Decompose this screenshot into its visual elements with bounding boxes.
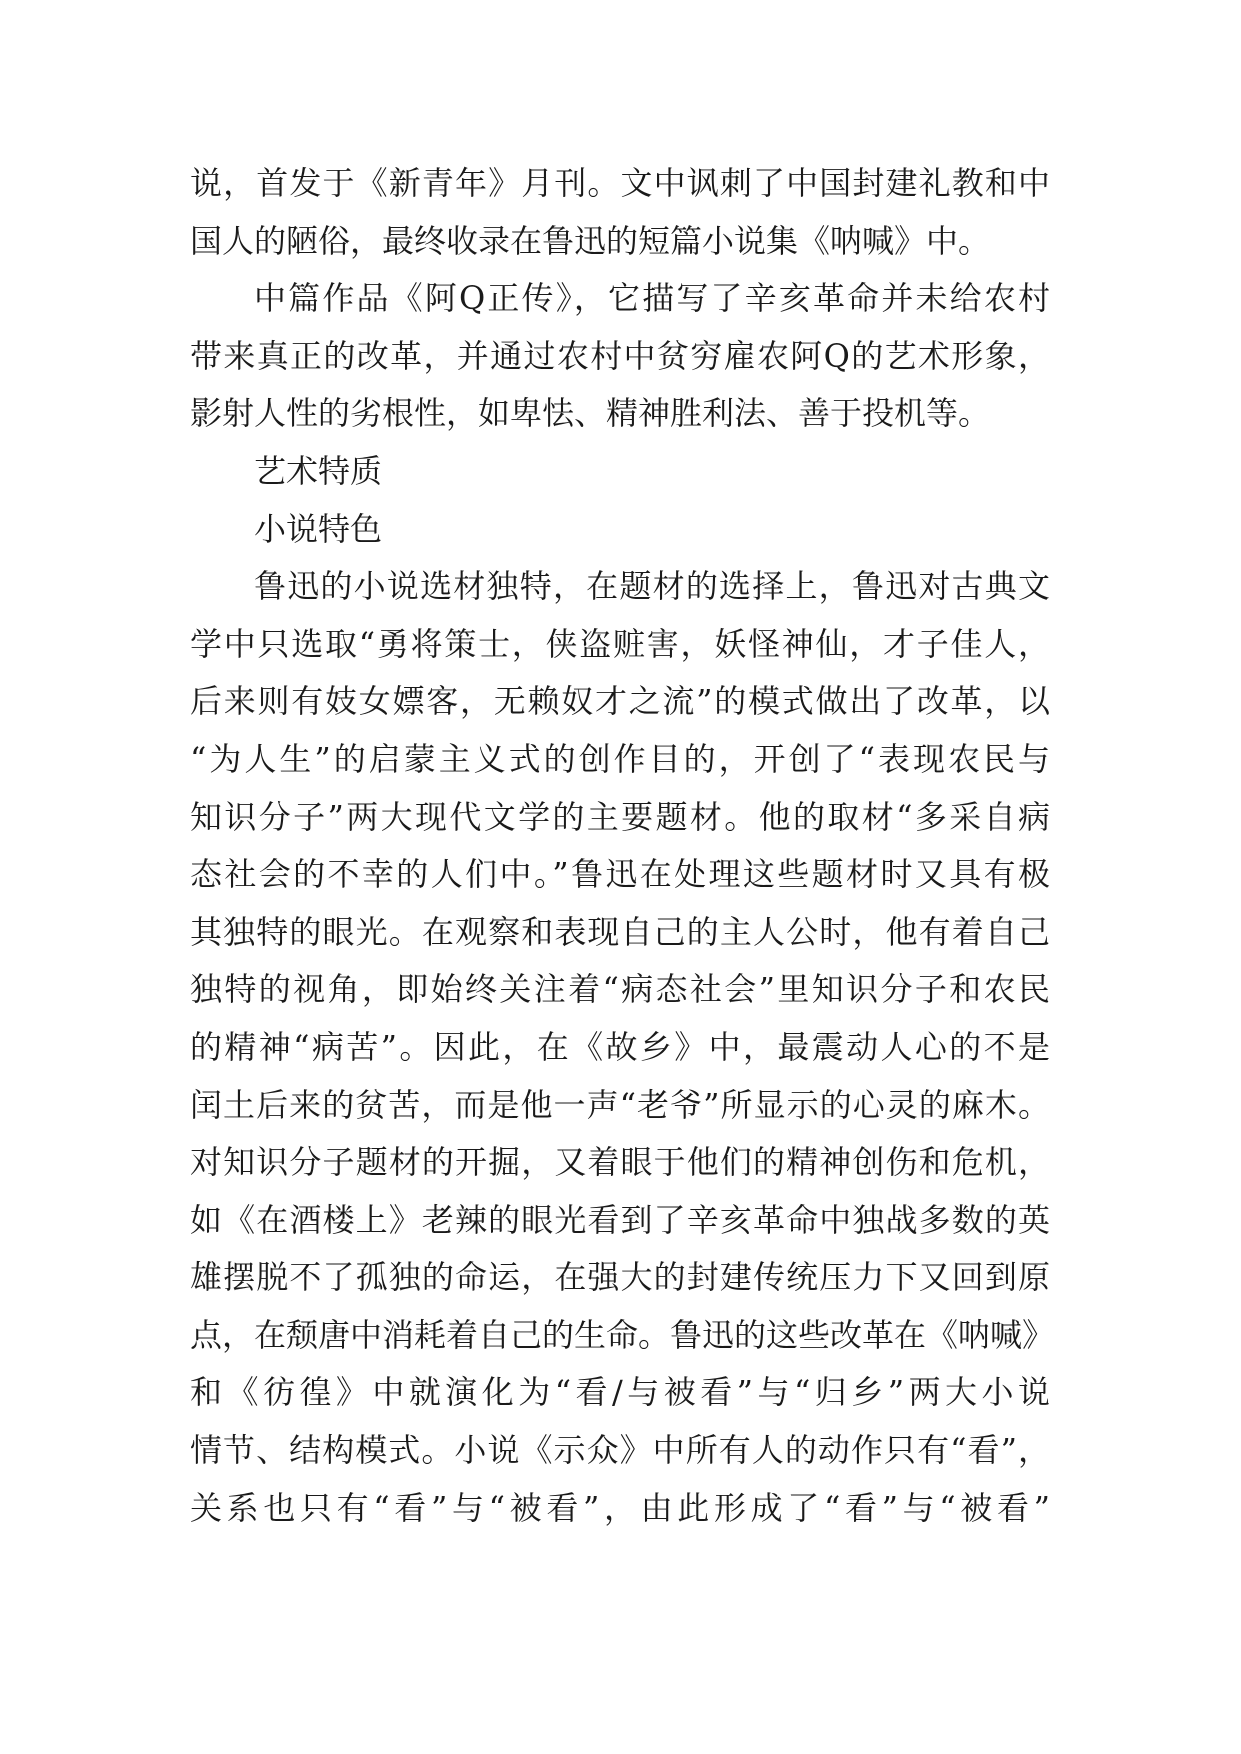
text-line: 点，在颓唐中消耗着自己的生命。鲁迅的这些改革在《呐喊》 (190, 1315, 1055, 1354)
text-line: 其独特的眼光。在观察和表现自己的主人公时，他有着自己 (190, 912, 1050, 951)
text-line: 和《彷徨》中就演化为“看/与被看”与“归乡”两大小说 (190, 1373, 1050, 1412)
text-line: 态社会的不幸的人们中。”鲁迅在处理这些题材时又具有极 (190, 855, 1050, 894)
text-line: 知识分子”两大现代文学的主要题材。他的取材“多采自病 (190, 797, 1050, 836)
text-line: 国人的陋俗，最终收录在鲁迅的短篇小说集《呐喊》中。 (190, 221, 991, 260)
paragraph-first-line: 中篇作品《阿Q正传》，它描写了辛亥革命并未给农村 (254, 279, 1050, 318)
subsection-heading: 小说特色 (254, 509, 383, 548)
text-line: 对知识分子题材的开掘，又着眼于他们的精神创伤和危机， (190, 1143, 1050, 1182)
text-line: 关系也只有“看”与“被看”，由此形成了“看”与“被看” (190, 1488, 1050, 1527)
document-body (190, 155, 1055, 1537)
paragraph-first-line: 鲁迅的小说选材独特，在题材的选择上，鲁迅对古典文 (254, 567, 1050, 606)
text-line: 带来真正的改革，并通过农村中贫穷雇农阿Q的艺术形象， (190, 336, 1050, 375)
text-line: 情节、结构模式。小说《示众》中所有人的动作只有“看”， (190, 1431, 1050, 1470)
text-line: 影射人性的劣根性，如卑怯、精神胜利法、善于投机等。 (190, 394, 991, 433)
text-line: 说，首发于《新青年》月刊。文中讽刺了中国封建礼教和中 (190, 164, 1050, 202)
text-line: “为人生”的启蒙主义式的创作目的，开创了“表现农民与 (190, 739, 1050, 778)
section-heading: 艺术特质 (254, 451, 383, 490)
text-line: 的精神“病苦”。因此，在《故乡》中，最震动人心的不是 (190, 1027, 1050, 1066)
text-line: 独特的视角，即始终关注着“病态社会”里知识分子和农民 (190, 970, 1050, 1009)
text-line: 闰土后来的贫苦，而是他一声“老爷”所显示的心灵的麻木。 (190, 1085, 1050, 1124)
text-line: 后来则有妓女嫖客，无赖奴才之流”的模式做出了改革，以 (190, 682, 1050, 721)
text-line: 如《在酒楼上》老辣的眼光看到了辛亥革命中独战多数的英 (190, 1200, 1050, 1239)
text-line: 雄摆脱不了孤独的命运，在强大的封建传统压力下又回到原 (190, 1258, 1050, 1297)
text-line: 学中只选取“勇将策士，侠盗赃害，妖怪神仙，才子佳人， (190, 624, 1050, 663)
